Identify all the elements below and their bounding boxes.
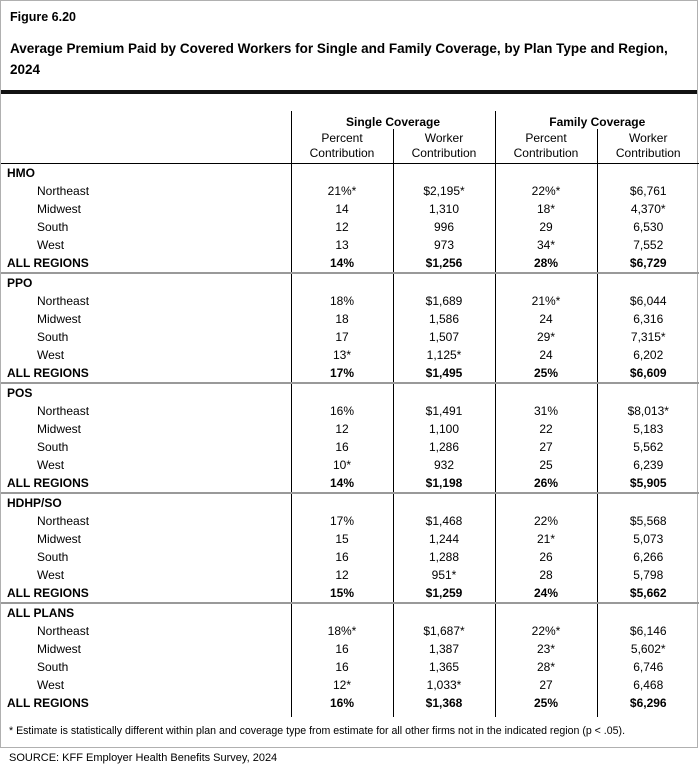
region-label-cell: South: [1, 218, 291, 236]
value-cell: 12*: [291, 676, 393, 694]
total-label-cell: ALL REGIONS: [1, 694, 291, 712]
region-row: [1, 658, 699, 676]
region-row: [1, 530, 699, 548]
value-cell: 21%*: [291, 182, 393, 200]
title-block: [1, 1, 697, 80]
empty-value-cell: [291, 273, 393, 292]
value-cell: 6,202: [633, 348, 664, 362]
total-label-cell: ALL REGIONS: [1, 364, 291, 383]
empty-value-cell: [495, 493, 597, 512]
value-cell: 1,310: [393, 200, 495, 218]
value-cell: 17%: [291, 512, 393, 530]
total-value-cell: $1,256: [393, 254, 495, 273]
value-cell: 951*: [393, 566, 495, 584]
empty-value-cell: [291, 603, 393, 622]
column-group-row: [1, 111, 699, 129]
value-cell: 14: [291, 200, 393, 218]
value-cell: 18: [291, 310, 393, 328]
region-row: [1, 622, 699, 640]
total-value-cell: $1,368: [393, 694, 495, 712]
value-cell: 932: [393, 456, 495, 474]
spacer-cell: [495, 712, 597, 717]
spacer-cell: [1, 712, 291, 717]
value-cell: 6,746: [633, 660, 664, 674]
value-cell: 16: [291, 548, 393, 566]
footnote: * Estimate is statistically different within plan and coverage type from estimate for all other firms not in the indicated region (p < .05).: [9, 725, 626, 737]
empty-value-cell: [597, 164, 699, 183]
total-value-cell: $5,905: [629, 476, 667, 490]
value-cell: 27: [495, 676, 597, 694]
region-row: [1, 182, 699, 200]
value-cell: 7,315*: [630, 330, 666, 344]
empty-value-cell: [393, 603, 495, 622]
empty-value-cell: [393, 383, 495, 402]
region-row: [1, 218, 699, 236]
value-cell: 16: [291, 640, 393, 658]
value-cell: 4,370*: [630, 202, 666, 216]
value-cell: 973: [393, 236, 495, 254]
empty-value-cell: [597, 493, 699, 512]
region-label-cell: Northeast: [1, 402, 291, 420]
empty-value-cell: [291, 493, 393, 512]
region-label-cell: Midwest: [1, 420, 291, 438]
column-group-family-coverage: Family Coverage: [549, 115, 646, 129]
region-row: [1, 346, 699, 364]
empty-value-cell: [597, 603, 699, 622]
empty-value-cell: [393, 164, 495, 183]
value-cell: $6,146: [629, 624, 667, 638]
title-divider-rule: [1, 90, 697, 94]
value-cell: 26: [495, 548, 597, 566]
total-value-cell: 26%: [495, 474, 597, 493]
all-regions-total-row: [1, 474, 699, 493]
value-cell: 34*: [495, 236, 597, 254]
value-cell: 996: [393, 218, 495, 236]
value-cell: 6,530: [633, 220, 664, 234]
region-label-cell: Northeast: [1, 512, 291, 530]
value-cell: 22: [495, 420, 597, 438]
value-cell: 6,468: [633, 678, 664, 692]
region-row: [1, 512, 699, 530]
total-value-cell: 25%: [495, 364, 597, 383]
plan-header-row: [1, 493, 699, 512]
region-label-cell: Northeast: [1, 292, 291, 310]
empty-value-cell: [291, 164, 393, 183]
column-header-single-worker: Worker Contribution: [393, 129, 495, 164]
region-row: [1, 200, 699, 218]
value-cell: 5,183: [633, 422, 664, 436]
value-cell: 18*: [495, 200, 597, 218]
value-cell: 13*: [291, 346, 393, 364]
value-cell: 1,365: [393, 658, 495, 676]
value-cell: 25: [495, 456, 597, 474]
empty-value-cell: [393, 493, 495, 512]
value-cell: 18%: [291, 292, 393, 310]
total-value-cell: $1,198: [393, 474, 495, 493]
value-cell: 22%*: [495, 622, 597, 640]
region-label-cell: Northeast: [1, 622, 291, 640]
value-cell: 1,100: [393, 420, 495, 438]
all-regions-total-row: [1, 364, 699, 383]
value-cell: 13: [291, 236, 393, 254]
value-cell: 1,244: [393, 530, 495, 548]
value-cell: 1,125*: [393, 346, 495, 364]
total-value-cell: $5,662: [629, 586, 667, 600]
value-cell: 5,798: [633, 568, 664, 582]
plan-name-cell: PPO: [1, 273, 291, 292]
empty-value-cell: [495, 164, 597, 183]
plan-header-row: [1, 164, 699, 183]
value-cell: 15: [291, 530, 393, 548]
value-cell: 17: [291, 328, 393, 346]
region-row: [1, 310, 699, 328]
total-label-cell: ALL REGIONS: [1, 474, 291, 493]
figure-title: Average Premium Paid by Covered Workers for Single and Family Coverage, by Plan Type and Region, 2024: [10, 41, 668, 77]
total-value-cell: $1,259: [393, 584, 495, 603]
region-label-cell: West: [1, 236, 291, 254]
value-cell: 22%*: [495, 182, 597, 200]
total-value-cell: 15%: [291, 584, 393, 603]
table-body: [1, 164, 699, 718]
value-cell: 28: [495, 566, 597, 584]
value-cell: $1,468: [393, 512, 495, 530]
value-cell: 6,239: [633, 458, 664, 472]
region-label-cell: Northeast: [1, 182, 291, 200]
table-header: [1, 111, 699, 164]
total-value-cell: 14%: [291, 254, 393, 273]
empty-value-cell: [393, 273, 495, 292]
value-cell: $6,044: [629, 294, 667, 308]
region-label-cell: West: [1, 676, 291, 694]
region-label-cell: Midwest: [1, 530, 291, 548]
region-label-cell: Midwest: [1, 310, 291, 328]
total-label-cell: ALL REGIONS: [1, 254, 291, 273]
value-cell: 6,266: [633, 550, 664, 564]
table-bottom-spacer-row: [1, 712, 699, 717]
figure-label: Figure 6.20: [10, 10, 76, 24]
plan-header-row: [1, 603, 699, 622]
region-label-cell: Midwest: [1, 200, 291, 218]
region-row: [1, 420, 699, 438]
value-cell: 1,586: [393, 310, 495, 328]
total-value-cell: 14%: [291, 474, 393, 493]
corner-cell: [1, 111, 291, 164]
spacer-cell: [597, 712, 699, 717]
value-cell: 27: [495, 438, 597, 456]
value-cell: 31%: [495, 402, 597, 420]
source-note: SOURCE: KFF Employer Health Benefits Survey, 2024: [9, 752, 278, 764]
empty-value-cell: [291, 383, 393, 402]
value-cell: 29: [495, 218, 597, 236]
region-row: [1, 438, 699, 456]
region-row: [1, 402, 699, 420]
value-cell: $1,491: [393, 402, 495, 420]
spacer-cell: [393, 712, 495, 717]
value-cell: 18%*: [291, 622, 393, 640]
plan-header-row: [1, 273, 699, 292]
value-cell: 28*: [495, 658, 597, 676]
region-label-cell: Midwest: [1, 640, 291, 658]
empty-value-cell: [597, 273, 699, 292]
region-label-cell: South: [1, 328, 291, 346]
value-cell: $8,013*: [627, 404, 669, 418]
plan-name-cell: POS: [1, 383, 291, 402]
premium-table: [1, 111, 699, 717]
region-row: [1, 292, 699, 310]
value-cell: 16: [291, 438, 393, 456]
all-regions-total-row: [1, 254, 699, 273]
value-cell: 12: [291, 420, 393, 438]
column-header-single-percent: Percent Contribution: [291, 129, 393, 164]
value-cell: 23*: [495, 640, 597, 658]
column-header-family-worker: Worker Contribution: [597, 129, 699, 164]
plan-name-cell: ALL PLANS: [1, 603, 291, 622]
total-value-cell: $1,495: [393, 364, 495, 383]
value-cell: 5,073: [633, 532, 664, 546]
region-row: [1, 236, 699, 254]
region-label-cell: South: [1, 548, 291, 566]
value-cell: 12: [291, 218, 393, 236]
region-row: [1, 548, 699, 566]
region-label-cell: West: [1, 566, 291, 584]
empty-value-cell: [597, 383, 699, 402]
value-cell: 29*: [495, 328, 597, 346]
all-regions-total-row: [1, 584, 699, 603]
value-cell: 24: [495, 310, 597, 328]
value-cell: 1,288: [393, 548, 495, 566]
region-label-cell: West: [1, 346, 291, 364]
region-row: [1, 456, 699, 474]
value-cell: 24: [495, 346, 597, 364]
region-label-cell: West: [1, 456, 291, 474]
value-cell: $1,689: [393, 292, 495, 310]
value-cell: 7,552: [633, 238, 664, 252]
value-cell: $1,687*: [393, 622, 495, 640]
region-row: [1, 676, 699, 694]
value-cell: 1,507: [393, 328, 495, 346]
column-header-family-percent: Percent Contribution: [495, 129, 597, 164]
total-label-cell: ALL REGIONS: [1, 584, 291, 603]
value-cell: 6,316: [633, 312, 664, 326]
value-cell: $2,195*: [393, 182, 495, 200]
value-cell: 5,602*: [630, 642, 666, 656]
total-value-cell: 24%: [495, 584, 597, 603]
column-group-single-coverage: Single Coverage: [291, 111, 495, 129]
region-label-cell: South: [1, 438, 291, 456]
plan-header-row: [1, 383, 699, 402]
region-row: [1, 328, 699, 346]
region-row: [1, 566, 699, 584]
value-cell: 10*: [291, 456, 393, 474]
empty-value-cell: [495, 603, 597, 622]
value-cell: 5,562: [633, 440, 664, 454]
plan-name-cell: HMO: [1, 164, 291, 183]
total-value-cell: 17%: [291, 364, 393, 383]
all-regions-total-row: [1, 694, 699, 712]
region-row: [1, 640, 699, 658]
value-cell: 22%: [495, 512, 597, 530]
region-label-cell: South: [1, 658, 291, 676]
total-value-cell: 28%: [495, 254, 597, 273]
value-cell: 12: [291, 566, 393, 584]
value-cell: 21%*: [495, 292, 597, 310]
value-cell: 16: [291, 658, 393, 676]
value-cell: $6,761: [629, 184, 667, 198]
total-value-cell: $6,296: [629, 696, 667, 710]
empty-value-cell: [495, 273, 597, 292]
value-cell: 16%: [291, 402, 393, 420]
value-cell: 1,286: [393, 438, 495, 456]
total-value-cell: 25%: [495, 694, 597, 712]
value-cell: 1,387: [393, 640, 495, 658]
value-cell: $5,568: [629, 514, 667, 528]
value-cell: 21*: [495, 530, 597, 548]
total-value-cell: $6,729: [629, 256, 667, 270]
total-value-cell: 16%: [291, 694, 393, 712]
empty-value-cell: [495, 383, 597, 402]
value-cell: 1,033*: [393, 676, 495, 694]
spacer-cell: [291, 712, 393, 717]
total-value-cell: $6,609: [629, 366, 667, 380]
plan-name-cell: HDHP/SO: [1, 493, 291, 512]
